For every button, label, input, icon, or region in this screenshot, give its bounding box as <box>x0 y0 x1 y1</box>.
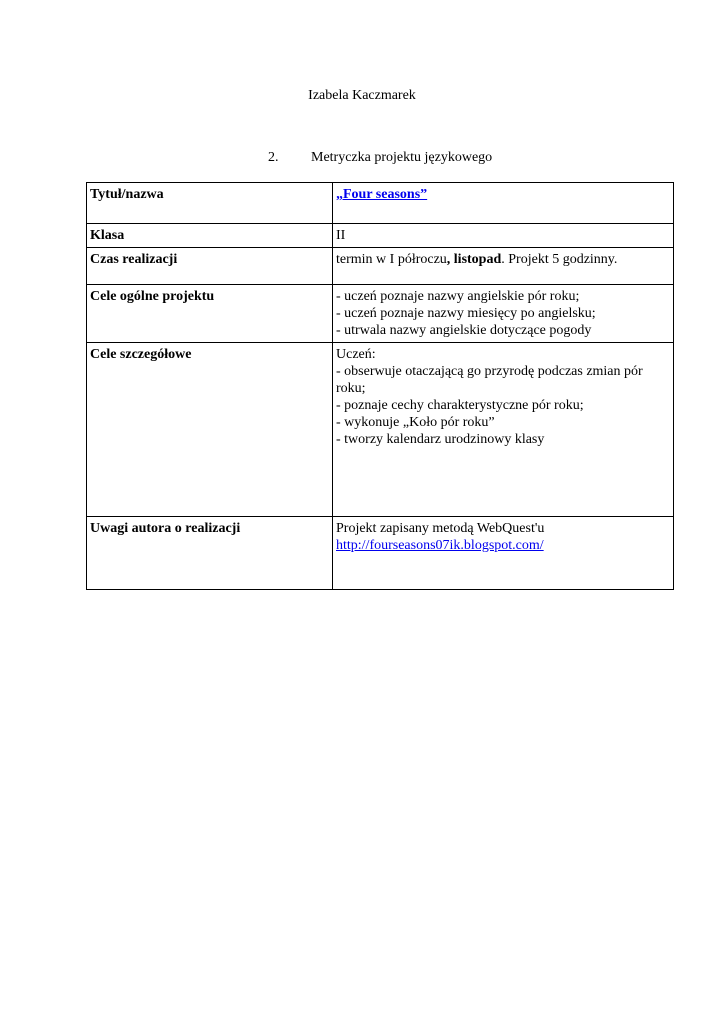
detailed-goal-line: - obserwuje otaczającą go przyrodę podczas zmian pór roku; <box>336 364 643 396</box>
row-label-class: Klasa <box>87 224 333 248</box>
row-label-general-goals: Cele ogólne projektu <box>87 285 333 343</box>
table-row-detailed-goals <box>87 343 674 517</box>
time-text-suffix: . Projekt 5 godzinny. <box>501 252 618 267</box>
row-value-detailed-goals <box>333 343 674 517</box>
row-value-time <box>333 248 674 285</box>
table-row-general-goals <box>87 285 674 343</box>
section-number: 2. <box>268 150 279 165</box>
row-label-author-notes: Uwagi autora o realizacji <box>87 517 333 590</box>
row-value-class: II <box>333 224 674 248</box>
blog-link[interactable]: http://fourseasons07ik.blogspot.com/ <box>336 538 544 553</box>
row-label-time: Czas realizacji <box>87 248 333 285</box>
table-row-time <box>87 248 674 285</box>
general-goal-line: - uczeń poznaje nazwy miesięcy po angielsku; <box>336 306 596 321</box>
row-label-detailed-goals: Cele szczegółowe <box>87 343 333 517</box>
general-goal-line: - uczeń poznaje nazwy angielskie pór roku; <box>336 289 580 304</box>
section-title: Metryczka projektu językowego <box>311 150 493 165</box>
general-goal-line: - utrwala nazwy angielskie dotyczące pogody <box>336 323 592 338</box>
row-label-title: Tytuł/nazwa <box>87 183 333 224</box>
table-row-title <box>87 183 674 224</box>
table-row-class <box>87 224 674 248</box>
row-value-author-notes <box>333 517 674 590</box>
detailed-goal-line: - poznaje cechy charakterystyczne pór roku; <box>336 398 584 413</box>
row-value-title <box>333 183 674 224</box>
project-metadata-table <box>86 182 674 590</box>
detailed-goal-line: - wykonuje „Koło pór roku” <box>336 415 495 430</box>
time-text-bold: , listopad <box>446 252 502 267</box>
project-title-link[interactable]: „Four seasons” <box>336 187 428 202</box>
detailed-goal-line: - tworzy kalendarz urodzinowy klasy <box>336 432 545 447</box>
detailed-goal-line: Uczeń: <box>336 347 376 362</box>
time-text-prefix: termin w I półroczu <box>336 252 447 267</box>
table-row-author-notes <box>87 517 674 590</box>
row-value-general-goals <box>333 285 674 343</box>
author-name: Izabela Kaczmarek <box>308 88 416 103</box>
author-notes-text: Projekt zapisany metodą WebQuest'u <box>336 521 545 536</box>
